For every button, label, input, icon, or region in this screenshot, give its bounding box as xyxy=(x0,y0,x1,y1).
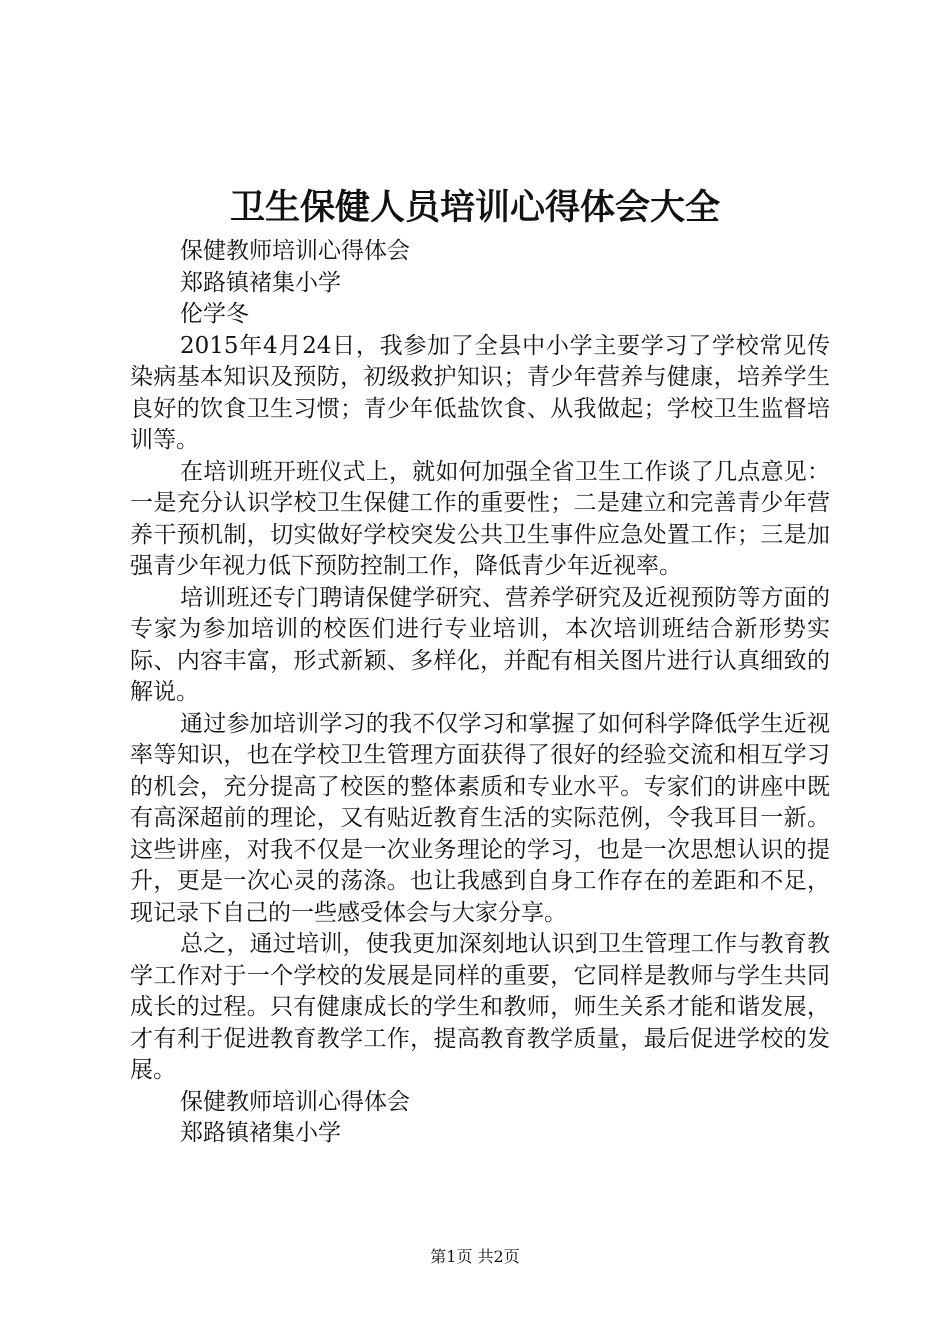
closing-subtitle: 保健教师培训心得体会 xyxy=(180,1088,410,1115)
closing-school-name: 郑路镇褚集小学 xyxy=(180,1120,341,1146)
page-number-footer: 第1页 共2页 xyxy=(430,1247,520,1266)
document-body xyxy=(130,236,830,1150)
document-title: 卫生保健人员培训心得体会大全 xyxy=(229,187,720,228)
paragraph: 在培训班开班仪式上，就如何加强全省卫生工作谈了几点意见：一是充分认识学校卫生保健工作的重要性；二是建立和完善青少年营养干预机制，切实做好学校突发公共卫生事件应急处置工作；三是加强青少年视力低下预防控制工作，降低青少年近视率。 xyxy=(130,458,830,579)
document-subtitle: 保健教师培训心得体会 xyxy=(180,238,410,264)
author-name: 伦学冬 xyxy=(180,301,249,327)
school-name: 郑路镇褚集小学 xyxy=(180,269,341,296)
paragraph: 2015年4月24日，我参加了全县中小学主要学习了学校常见传染病基本知识及预防，初级救护知识；青少年营养与健康，培养学生良好的饮食卫生习惯；青少年低盐饮食、从我做起；学校卫生监督培训等。 xyxy=(130,332,830,453)
paragraph: 总之，通过培训，使我更加深刻地认识到卫生管理工作与教育教学工作对于一个学校的发展是同样的重要，它同样是教师与学生共同成长的过程。只有健康成长的学生和教师，师生关系才能和谐发展，才有利于促进教育教学工作，提高教育教学质量，最后促进学校的发展。 xyxy=(130,931,830,1083)
paragraph: 培训班还专门聘请保健学研究、营养学研究及近视预防等方面的专家为参加培训的校医们进行专业培训，本次培训班结合新形势实际、内容丰富，形式新颖、多样化，并配有相关图片进行认真细致的解说。 xyxy=(130,584,830,705)
paragraph: 通过参加培训学习的我不仅学习和掌握了如何科学降低学生近视率等知识，也在学校卫生管理方面获得了很好的经验交流和相互学习的机会，充分提高了校医的整体素质和专业水平。专家们的讲座中既有高深超前的理论，又有贴近教育生活的实际范例，令我耳目一新。这些讲座，对我不仅是一次业务理论的学习，也是一次思想认识的提升，更是一次心灵的荡涤。也让我感到自身工作存在的差距和不足，现记录下自己的一些感受体会与大家分享。 xyxy=(130,710,830,926)
